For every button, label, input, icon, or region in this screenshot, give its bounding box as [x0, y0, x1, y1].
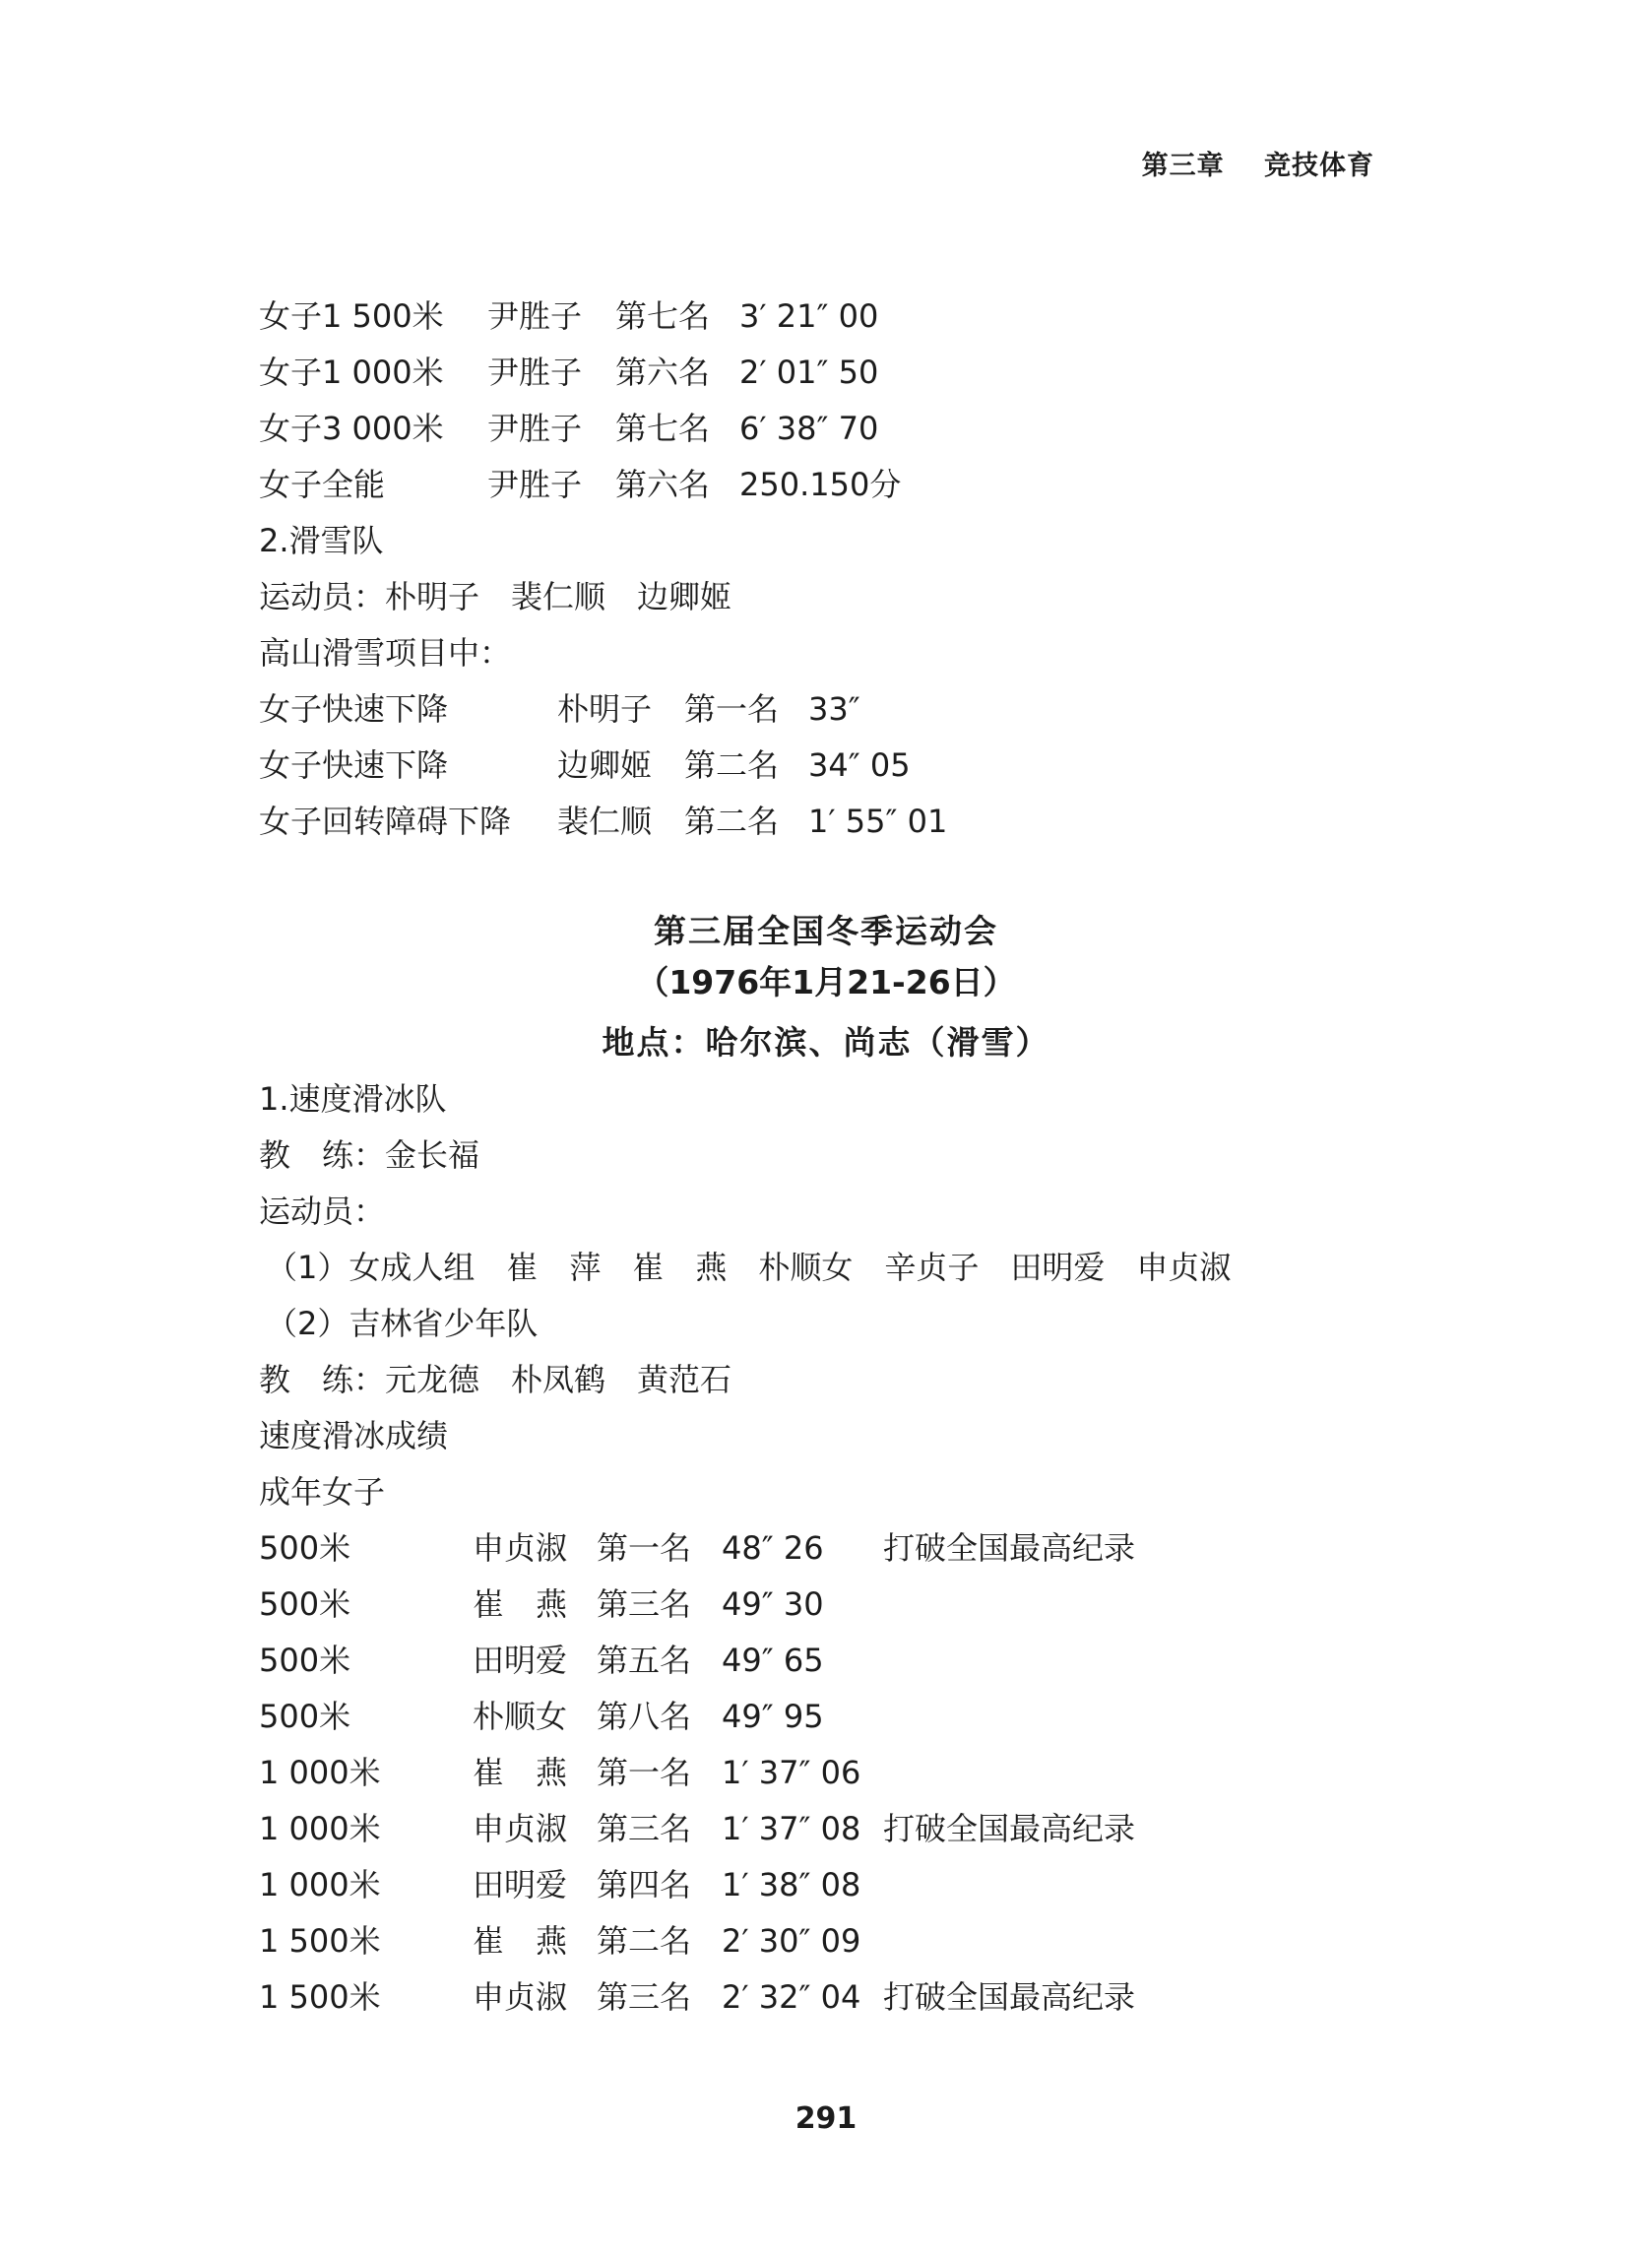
athlete-group: （2）吉林省少年队 [266, 1305, 539, 1342]
event-name: 1 500米 [259, 1922, 381, 1960]
score: 1′ 38″ 08 [722, 1866, 861, 1903]
rank: 第七名 [615, 297, 711, 335]
score: 1′ 37″ 08 [722, 1810, 861, 1847]
athletes-label: 运动员： [259, 1193, 386, 1230]
category-heading: 成年女子 [259, 1473, 386, 1511]
score: 1′ 55″ 01 [808, 803, 948, 840]
score: 3′ 21″ 00 [739, 297, 879, 335]
score: 6′ 38″ 70 [739, 410, 879, 447]
athlete-name: 朴明子 [557, 690, 653, 728]
event-name: 500米 [259, 1642, 351, 1679]
athlete-name: 田明爱 [473, 1642, 568, 1679]
page-number: 291 [794, 2101, 858, 2136]
rank: 第二名 [597, 1922, 692, 1960]
athlete-name: 边卿姬 [557, 746, 653, 784]
event-name: 1 000米 [259, 1810, 381, 1847]
games-location: 地点：哈尔滨、尚志（滑雪） [602, 1023, 1050, 1062]
athlete-name: 崔 燕 [473, 1922, 568, 1960]
event-name: 女子快速下降 [259, 690, 449, 728]
event-name: 1 000米 [259, 1754, 381, 1791]
event-name: 女子1 500米 [259, 297, 444, 335]
athlete-name: 申贞淑 [473, 1529, 568, 1567]
event-name: 1 500米 [259, 1978, 381, 2016]
record-note: 打破全国最高纪录 [883, 1529, 1136, 1567]
event-name: 500米 [259, 1585, 351, 1623]
games-title: 第三届全国冬季运动会 [654, 912, 998, 950]
section-heading: 2.滑雪队 [259, 522, 384, 559]
athlete-name: 尹胜子 [487, 466, 583, 503]
rank: 第五名 [597, 1642, 692, 1679]
event-name: 500米 [259, 1529, 351, 1567]
athlete-name: 崔 燕 [473, 1585, 568, 1623]
event-name: 女子快速下降 [259, 746, 449, 784]
score: 2′ 32″ 04 [722, 1978, 861, 2016]
event-name: 女子回转障碍下降 [259, 803, 512, 840]
rank: 第二名 [684, 803, 780, 840]
record-note: 打破全国最高纪录 [883, 1978, 1136, 2016]
event-name: 女子3 000米 [259, 410, 444, 447]
rank: 第三名 [597, 1810, 692, 1847]
score: 49″ 65 [722, 1642, 824, 1679]
event-name: 女子全能 [259, 466, 386, 503]
rank: 第八名 [597, 1698, 692, 1735]
section-heading: 速度滑冰成绩 [259, 1417, 449, 1454]
score: 33″ [808, 690, 860, 728]
score: 48″ 26 [722, 1529, 824, 1567]
event-name: 女子1 000米 [259, 354, 444, 391]
chapter-label: 第三章 [1141, 151, 1225, 181]
score: 2′ 01″ 50 [739, 354, 879, 391]
coach-line: 教 练：金长福 [259, 1136, 480, 1174]
athlete-name: 田明爱 [473, 1866, 568, 1903]
rank: 第六名 [615, 354, 711, 391]
rank: 第六名 [615, 466, 711, 503]
athlete-name: 朴顺女 [473, 1698, 568, 1735]
athlete-name: 尹胜子 [487, 410, 583, 447]
event-name: 1 000米 [259, 1866, 381, 1903]
event-name: 500米 [259, 1698, 351, 1735]
score: 34″ 05 [808, 746, 911, 784]
rank: 第七名 [615, 410, 711, 447]
rank: 第一名 [597, 1754, 692, 1791]
athlete-name: 崔 燕 [473, 1754, 568, 1791]
rank: 第二名 [684, 746, 780, 784]
rank: 第三名 [597, 1585, 692, 1623]
rank: 第一名 [684, 690, 780, 728]
athlete-name: 尹胜子 [487, 297, 583, 335]
score: 2′ 30″ 09 [722, 1922, 861, 1960]
chapter-title: 竞技体育 [1264, 151, 1374, 181]
score: 49″ 95 [722, 1698, 824, 1735]
record-note: 打破全国最高纪录 [883, 1810, 1136, 1847]
athlete-name: 尹胜子 [487, 354, 583, 391]
score: 1′ 37″ 06 [722, 1754, 861, 1791]
rank: 第四名 [597, 1866, 692, 1903]
paragraph: 高山滑雪项目中： [259, 634, 512, 672]
rank: 第三名 [597, 1978, 692, 2016]
section-heading: 1.速度滑冰队 [259, 1080, 447, 1118]
games-dates: （1976年1月21-26日） [636, 963, 1016, 1001]
athlete-name: 申贞淑 [473, 1978, 568, 2016]
running-header [1142, 144, 1374, 182]
athlete-list: 运动员：朴明子 裴仁顺 边卿姬 [259, 578, 732, 615]
rank: 第一名 [597, 1529, 692, 1567]
athlete-name: 申贞淑 [473, 1810, 568, 1847]
coach-line: 教 练：元龙德 朴凤鹤 黄范石 [259, 1361, 732, 1398]
score: 49″ 30 [722, 1585, 824, 1623]
score: 250.150分 [739, 466, 902, 503]
athlete-name: 裴仁顺 [557, 803, 653, 840]
athlete-group: （1）女成人组 崔 萍 崔 燕 朴顺女 辛贞子 田明爱 申贞淑 [266, 1249, 1232, 1286]
